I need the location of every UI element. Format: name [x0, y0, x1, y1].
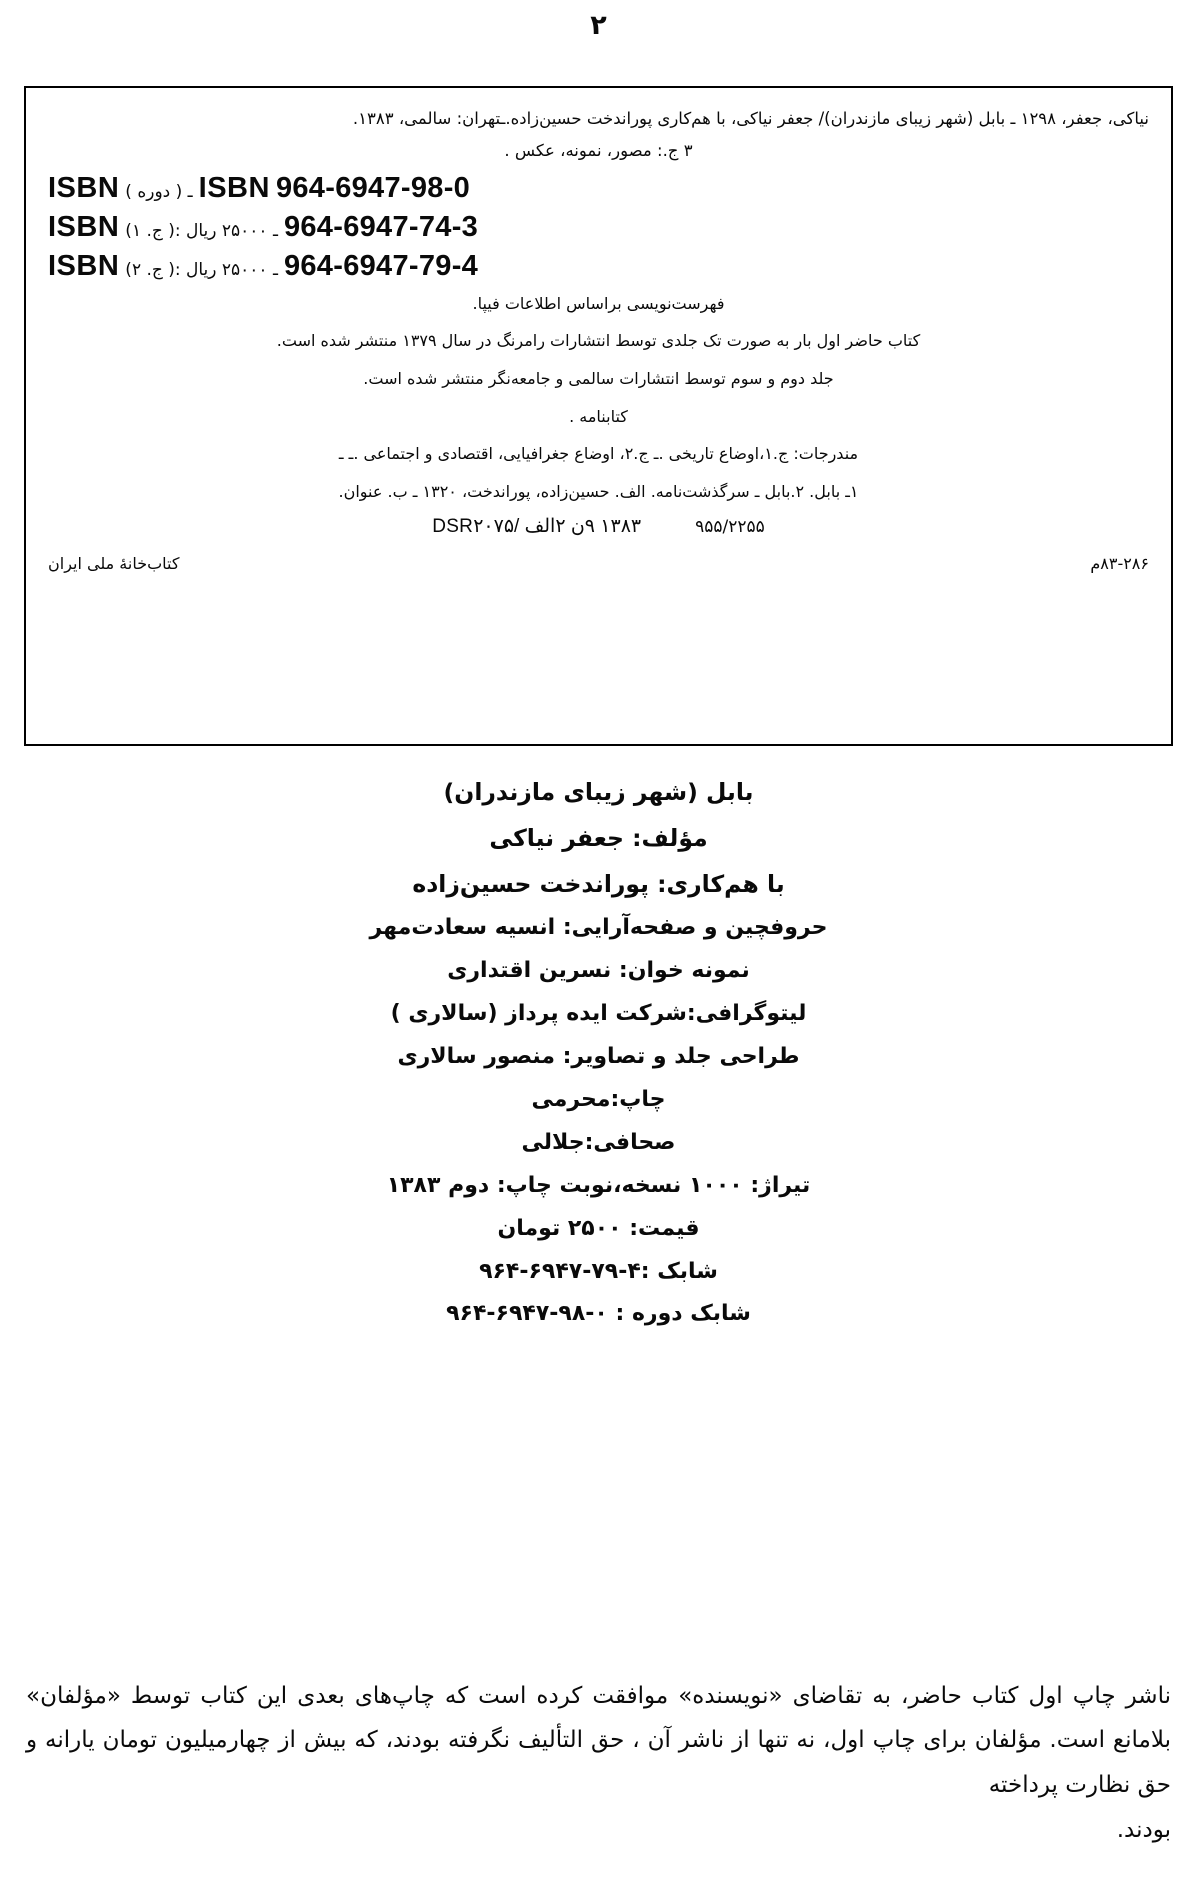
cip-classification-row [48, 508, 1149, 546]
colophon-cover-design: طراحی جلد و تصاویر: منصور سالاری [397, 1044, 800, 1070]
cip-note-contents: مندرجات: ج.۱،اوضاع تاریخی .ـ ج.۲، اوضاع جغرافیایی، اقتصادی و اجتماعی .ـ ـ [338, 444, 859, 464]
colophon-block [0, 770, 1197, 1336]
cip-call-number: ۱۳۸۳ ۹ن ۲الف /DSR۲۰۷۵ [432, 516, 642, 538]
publisher-statement [26, 1674, 1171, 1853]
cip-note-bibliography: کتابنامه . [569, 406, 628, 426]
isbn-row-volume-1 [48, 211, 1149, 244]
page-number: ۲ [590, 10, 607, 41]
publisher-statement-last-word: بودند. [1116, 1817, 1171, 1844]
cip-note-subjects: ۱ـ بابل. ۲.بابل ـ سرگذشت‌نامه. الف. حسین‌زاده، پوراندخت، ۱۳۲۰ ـ ب. عنوان. [338, 481, 859, 501]
colophon-book-title: بابل (شهر زیبای مازندران) [443, 778, 754, 806]
isbn-label-3: ISBN [48, 249, 120, 282]
cip-catalog-box [24, 86, 1173, 746]
isbn-label-1: ISBN [48, 171, 120, 204]
colophon-isbn: شابک :۴-۷۹-۶۹۴۷-۹۶۴ [479, 1258, 718, 1284]
colophon-isbn-set: شابک دوره : ۰-۹۸-۶۹۴۷-۹۶۴ [446, 1301, 751, 1327]
colophon-printer: چاپ:محرمی [531, 1087, 666, 1112]
cip-note-volumes-publisher: جلد دوم و سوم توسط انتشارات سالمی و جامعه‌نگر منتشر شده است. [363, 369, 834, 389]
colophon-proofreader: نمونه خوان: نسرین اقتداری [447, 958, 750, 984]
isbn-note-2: ـ ۲۵۰۰۰ ریال :( ج. ۱) [125, 220, 278, 241]
colophon-lithography: لیتوگرافی:شرکت ایده پرداز (سالاری ) [390, 1001, 807, 1027]
cip-main-entry: نیاکی، جعفر، ۱۲۹۸ ـ بابل (شهر زیبای مازندران)/ جعفر نیاکی، با هم‌کاری پوراندخت حسین‌زاده.ـتهران: سالمی، ۱۳۸۳. [352, 109, 1149, 128]
isbn-label-2: ISBN [48, 210, 120, 243]
cip-registration-number: ۸۳-۲۸۶م [1090, 554, 1149, 574]
cip-note-fipa: فهرست‌نویسی براساس اطلاعات فیپا. [472, 293, 725, 313]
isbn-row-set [48, 172, 1149, 205]
isbn-note-1: ـ ( دوره ) [125, 181, 193, 202]
isbn-number-2: 964-6947-74-3 [283, 210, 479, 243]
cip-footer [48, 554, 1149, 573]
colophon-price: قیمت: ۲۵۰۰ تومان [497, 1215, 700, 1241]
cip-note-first-edition: کتاب حاضر اول بار به صورت تک جلدی توسط انتشارات رامرنگ در سال ۱۳۷۹ منتشر شده است. [276, 331, 921, 351]
colophon-typesetting: حروفچین و صفحه‌آرایی: انسیه سعادت‌مهر [369, 915, 828, 941]
cip-physical-description: ۳ ج.: مصور، نمونه، عکس . [504, 140, 693, 160]
publisher-statement-text: ناشر چاپ اول کتاب حاضر، به تقاضای «نویسنده» موافقت کرده است که چاپ‌های بعدی این کتاب توسط «مؤلفان» بلامانع است. مؤلفان برای چاپ اول، نه تنها از ناشر آن ، حق التأليف نگرفته بودند، که بیش از چهارمیلیون تومان یارانه و حق نظارت پرداخته [26, 1682, 1171, 1799]
isbn-row-volume-2 [48, 250, 1149, 283]
cip-library-name: کتاب‌خانهٔ ملی ایران [48, 554, 180, 574]
colophon-author: مؤلف: جعفر نیاکی [489, 823, 708, 852]
isbn-note-3: ـ ۲۵۰۰۰ ریال :( ج. ۲) [125, 259, 278, 280]
isbn-number-1: 964-6947-98-0 [275, 171, 471, 204]
colophon-binding: صحافی:جلالی [521, 1129, 676, 1155]
isbn-number-3: 964-6947-79-4 [283, 249, 479, 282]
colophon-collaborator: با هم‌کاری: پوراندخت حسین‌زاده [412, 869, 785, 898]
isbn-prefix-1: ISBN [198, 171, 270, 204]
cip-dewey-number: ۹۵۵/۲۲۵۵ [695, 517, 765, 538]
colophon-print-run: تیراژ: ۱۰۰۰ نسخه،نوبت چاپ: دوم ۱۳۸۳ [386, 1172, 811, 1198]
